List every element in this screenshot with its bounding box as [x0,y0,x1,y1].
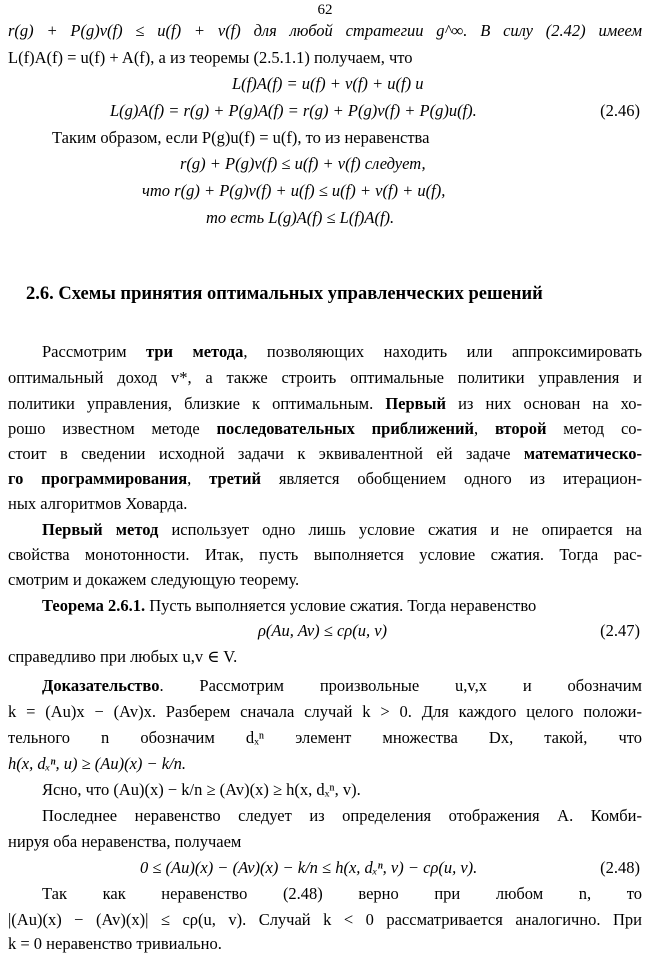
paragraph-line: смотрим и докажем следующую теорему. [8,570,300,589]
paragraph-line: го программирования, третий является обобщением одного из итерацион- [8,469,642,488]
paragraph-line: политики управления, близкие к оптимальным. Первый из них основан на хо- [8,394,642,413]
proof-line: Так как неравенство (2.48) верно при любом n, то [42,884,642,903]
text-line: Таким образом, если P(g)u(f) = u(f), то из неравенства [52,128,430,147]
equation-line: L(f)A(f) = u(f) + v(f) + u(f) и [232,74,424,93]
paragraph-line: Первый метод использует одно лишь условие сжатия и не опирается на [42,520,642,539]
paragraph-line: ных алгоритмов Ховарда. [8,494,188,513]
proof-line: нируя оба неравенства, получаем [8,832,242,851]
paragraph-line: справедливо при любых u,v ∈ V. [8,647,238,666]
proof-line: тельного n обозначим dₓⁿ элемент множества Dx, такой, что [8,728,642,747]
proof-line: |(Au)(x) − (Av)(x)| ≤ cρ(u, v). Случай k < 0 рассматривается аналогично. При [8,910,642,929]
paragraph-line: свойства монотонности. Итак, пусть выполняется условие сжатия. Тогда рас- [8,545,642,564]
proof-line: k = (Au)x − (Av)x. Разберем сначала случай k > 0. Для каждого целого положи- [8,702,642,721]
proof-line: Доказательство. Рассмотрим произвольные u,v,x и обозначим [42,676,642,695]
equation-line: r(g) + P(g)v(f) ≤ u(f) + v(f) следует, [180,154,426,173]
equation-line: что r(g) + P(g)v(f) + u(f) ≤ u(f) + v(f) + u(f), [142,181,446,200]
page-number: 62 [317,2,333,18]
equation-line: то есть L(g)A(f) ≤ L(f)A(f). [206,208,395,227]
equation-2-47: ρ(Au, Av) ≤ cρ(u, v) [258,621,388,640]
paragraph-line: рошо известном методе последовательных приближений, второй метод со- [8,419,643,438]
equation-number: (2.46) [600,101,640,120]
text-line: r(g) + P(g)v(f) ≤ u(f) + v(f) для любой стратегии g^∞. В силу (2.42) имеем [8,21,642,40]
section-heading: 2.6. Схемы принятия оптимальных управленческих решений [26,284,543,304]
equation-2-46: L(g)A(f) = r(g) + P(g)A(f) = r(g) + P(g)v(f) + P(g)u(f). [110,101,477,120]
proof-line: k = 0 неравенство тривиально. [8,934,222,953]
equation-2-48: 0 ≤ (Au)(x) − (Av)(x) − k/n ≤ h(x, dₓⁿ, v) − cρ(u, v). [140,858,478,877]
equation-number: (2.47) [600,621,640,640]
proof-line: Последнее неравенство следует из определения отображения A. Комби- [42,806,642,825]
paragraph-line: стоит в сведении исходной задачи к эквивалентной ей задаче математическо- [8,444,642,463]
proof-line: h(x, dₓⁿ, u) ≥ (Au)(x) − k/n. [8,754,187,773]
proof-line: Ясно, что (Au)(x) − k/n ≥ (Av)(x) ≥ h(x, dₓⁿ, v). [42,780,361,799]
paragraph-line: Рассмотрим три метода, позволяющих находить или аппроксимировать [42,342,642,361]
paragraph-line: оптимальный доход v*, а также строить оптимальные политики управления и [8,368,642,387]
equation-number: (2.48) [600,858,640,877]
text-line: L(f)A(f) = u(f) + A(f), а из теоремы (2.5.1.1) получаем, что [8,48,413,67]
theorem-statement: Теорема 2.6.1. Пусть выполняется условие сжатия. Тогда неравенство [42,596,537,615]
